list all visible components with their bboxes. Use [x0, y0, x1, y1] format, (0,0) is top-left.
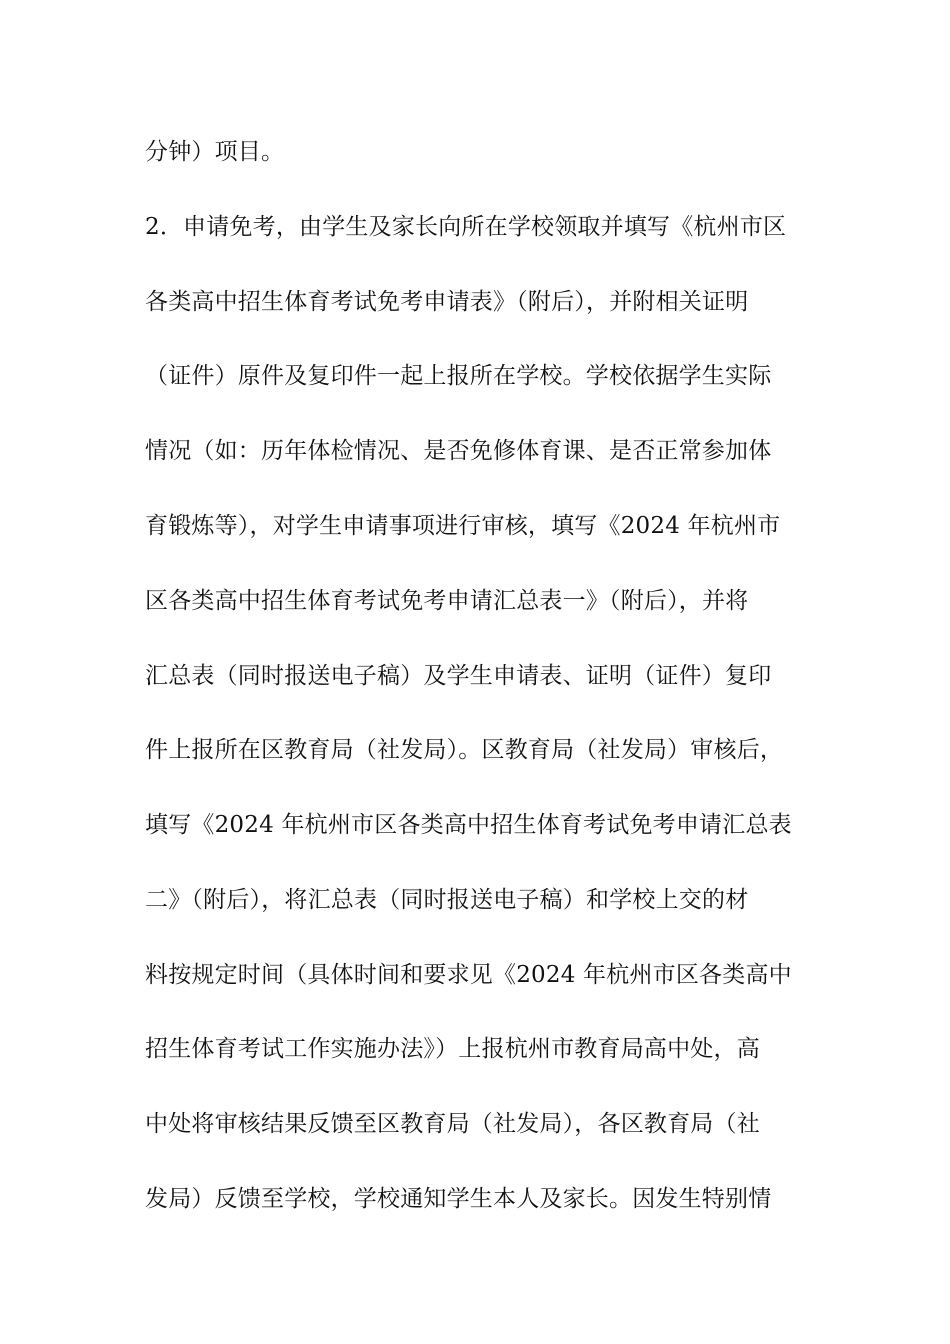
paragraph-line: 发局）反馈至学校，学校通知学生本人及家长。因发生特别情: [145, 1186, 772, 1212]
paragraph-line: （证件）原件及复印件一起上报所在学校。学校依据学生实际: [145, 363, 772, 389]
paragraph-line: 中处将审核结果反馈至区教育局（社发局），各区教育局（社: [145, 1111, 760, 1137]
paragraph-line: 二》（附后），将汇总表（同时报送电子稿）和学校上交的材: [145, 887, 749, 913]
paragraph-line: 情况（如：历年体检情况、是否免修体育课、是否正常参加体: [145, 438, 772, 464]
paragraph-line: 填写《2024 年杭州市区各类高中招生体育考试免考申请汇总表: [145, 812, 792, 838]
paragraph-line: 件上报所在区教育局（社发局）。区教育局（社发局）审核后，: [145, 737, 784, 763]
paragraph-line: 料按规定时间（具体时间和要求见《2024 年杭州市区各类高中: [145, 962, 792, 988]
paragraph-line: 育锻炼等），对学生申请事项进行审核，填写《2024 年杭州市: [145, 513, 781, 539]
paragraph-line: 各类高中招生体育考试免考申请表》（附后），并附相关证明: [145, 289, 749, 315]
paragraph-line: 汇总表（同时报送电子稿）及学生申请表、证明（证件）复印: [145, 663, 772, 689]
paragraph-line: 分钟）项目。: [145, 139, 285, 165]
paragraph-line: 区各类高中招生体育考试免考申请汇总表一》（附后），并将: [145, 588, 749, 614]
paragraph-line: 招生体育考试工作实施办法》）上报杭州市教育局高中处，高: [145, 1036, 760, 1062]
paragraph-line: 2．申请免考，由学生及家长向所在学校领取并填写《杭州市区: [145, 214, 787, 240]
